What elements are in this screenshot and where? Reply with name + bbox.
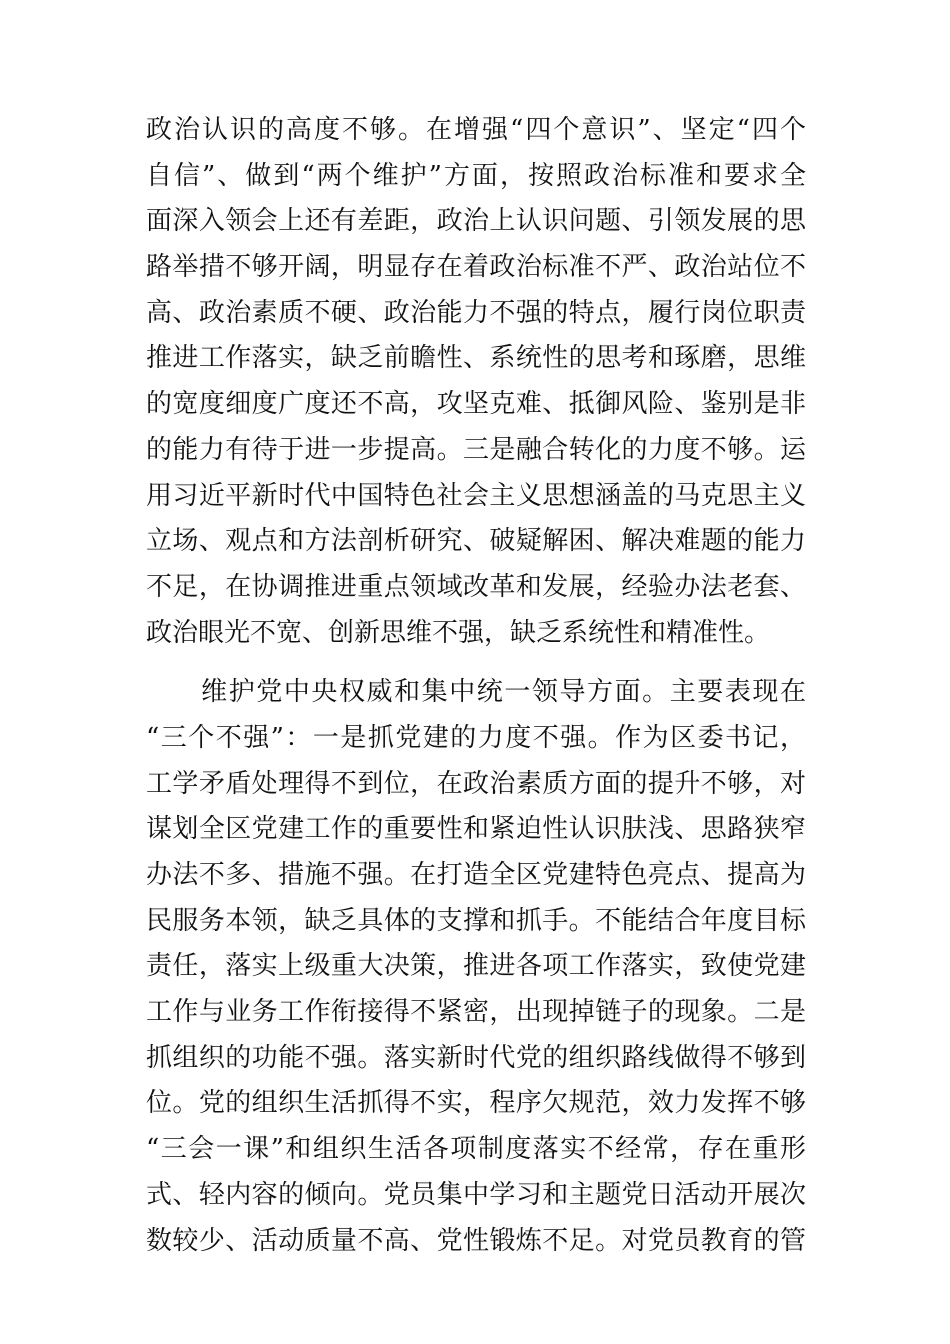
paragraph-line: 的能力有待于进一步提高。三是融合转化的力度不够。运 [146,434,806,465]
paragraph-2 [146,670,806,1264]
paragraph-line: 责任，落实上级重大决策，推进各项工作落实，致使党建 [146,951,806,982]
paragraph-line: “三会一课”和组织生活各项制度落实不经常，存在重形 [146,1134,806,1165]
paragraph-line: 推进工作落实，缺乏前瞻性、系统性的思考和琢磨，思维 [146,343,806,374]
paragraph-line: 自信”、做到“两个维护”方面，按照政治标准和要求全 [146,160,806,191]
paragraph-line: 抓组织的功能不强。落实新时代党的组织路线做得不够到 [146,1042,806,1073]
paragraph-1 [146,108,806,656]
paragraph-line: 高、政治素质不硬、政治能力不强的特点，履行岗位职责 [146,297,806,328]
document-body [146,108,806,1264]
paragraph-line: 面深入领会上还有差距，政治上认识问题、引领发展的思 [146,206,806,237]
paragraph-line: 维护党中央权威和集中统一领导方面。主要表现在 [146,677,806,708]
paragraph-line: 数较少、活动质量不高、党性锻炼不足。对党员教育的管 [146,1225,806,1256]
paragraph-line: 办法不多、措施不强。在打造全区党建特色亮点、提高为 [146,860,806,890]
paragraph-line: 政治眼光不宽、创新思维不强，缺乏系统性和精准性。 [146,617,771,648]
paragraph-line: 民服务本领，缺乏具体的支撑和抓手。不能结合年度目标 [146,905,806,936]
paragraph-line: 式、轻内容的倾向。党员集中学习和主题党日活动开展次 [146,1179,806,1210]
paragraph-line: 用习近平新时代中国特色社会主义思想涵盖的马克思主义 [146,480,806,511]
paragraph-line: 工学矛盾处理得不到位，在政治素质方面的提升不够，对 [146,768,806,799]
paragraph-line: 谋划全区党建工作的重要性和紧迫性认识肤浅、思路狭窄 [146,814,806,845]
paragraph-line: 位。党的组织生活抓得不实，程序欠规范，效力发挥不够 [146,1088,806,1119]
paragraph-line: 工作与业务工作衔接得不紧密，出现掉链子的现象。二是 [146,997,806,1028]
paragraph-spacer [146,656,806,670]
paragraph-line: “三个不强”：一是抓党建的力度不强。作为区委书记， [146,722,806,753]
paragraph-line: 的宽度细度广度还不高，攻坚克难、抵御风险、鉴别是非 [146,389,806,420]
paragraph-line: 政治认识的高度不够。在增强“四个意识”、坚定“四个 [146,115,806,145]
paragraph-line: 不足，在协调推进重点领域改革和发展，经验办法老套、 [146,571,806,602]
paragraph-line: 立场、观点和方法剖析研究、破疑解困、解决难题的能力 [146,526,806,557]
paragraph-line: 路举措不够开阔，明显存在着政治标准不严、政治站位不 [146,252,806,283]
